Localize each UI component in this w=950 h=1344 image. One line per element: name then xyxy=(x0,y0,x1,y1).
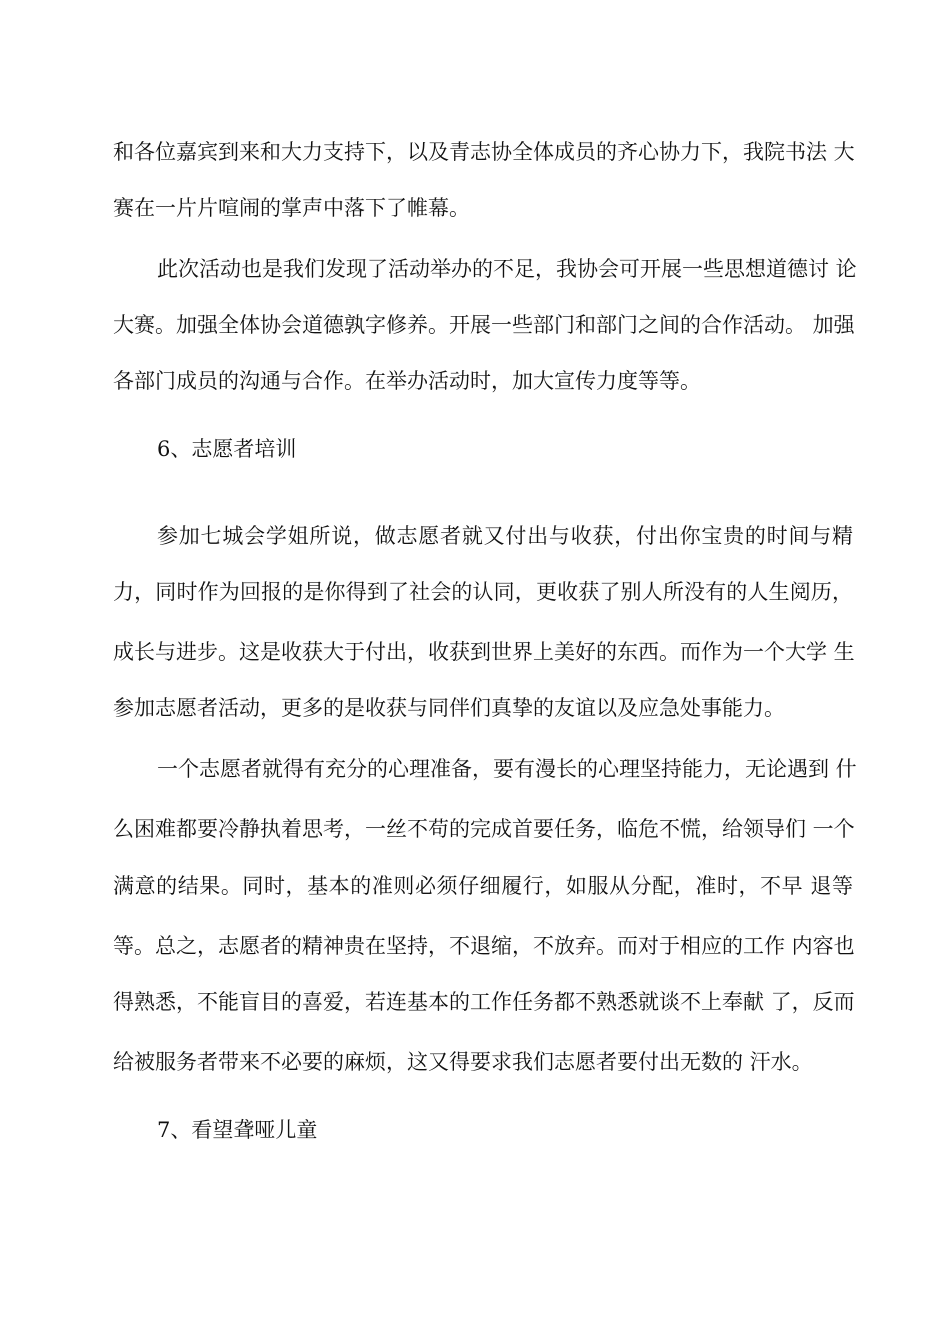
text-line: 参加志愿者活动，更多的是收获与同伴们真挚的友谊以及应急处事能力。 xyxy=(113,696,785,720)
text-line: 一个志愿者就得有充分的心理准备，要有漫长的心理坚持能力，无论遇到 什 xyxy=(157,757,857,781)
text-line: 满意的结果。同时，基本的准则必须仔细履行，如服从分配，准时，不早 退等 xyxy=(113,874,853,898)
section-heading-visit-deaf-children: 7、看望聋哑儿童 xyxy=(157,1118,318,1142)
text-line: 赛在一片片喧闹的掌声中落下了帷幕。 xyxy=(113,196,470,220)
text-line: 此次活动也是我们发现了活动举办的不足，我协会可开展一些思想道德讨 论 xyxy=(157,257,857,281)
text-line: 得熟悉，不能盲目的喜爱，若连基本的工作任务都不熟悉就谈不上奉献 了，反而 xyxy=(113,990,855,1014)
text-line: 各部门成员的沟通与合作。在举办活动时，加大宣传力度等等。 xyxy=(113,369,701,393)
section-heading-volunteer-training: 6、志愿者培训 xyxy=(157,437,297,461)
text-line: 等。总之，志愿者的精神贵在坚持，不退缩，不放弃。而对于相应的工作 内容也 xyxy=(113,934,855,958)
text-line: 力，同时作为回报的是你得到了社会的认同，更收获了别人所没有的人生阅历， xyxy=(113,580,853,604)
text-line: 参加七城会学姐所说，做志愿者就又付出与收获，付出你宝贵的时间与精 xyxy=(157,524,853,548)
text-line: 给被服务者带来不必要的麻烦，这又得要求我们志愿者要付出无数的 汗水。 xyxy=(113,1050,813,1074)
text-line: 大赛。加强全体协会道德孰字修养。开展一些部门和部门之间的合作活动。 加强 xyxy=(113,313,855,337)
text-line: 和各位嘉宾到来和大力支持下，以及青志协全体成员的齐心协力下，我院书法 大 xyxy=(113,140,855,164)
text-line: 成长与进步。这是收获大于付出，收获到世界上美好的东西。而作为一个大学 生 xyxy=(113,640,855,664)
text-line: 么困难都要冷静执着思考，一丝不苟的完成首要任务，临危不慌，给领导们 一个 xyxy=(113,817,855,841)
